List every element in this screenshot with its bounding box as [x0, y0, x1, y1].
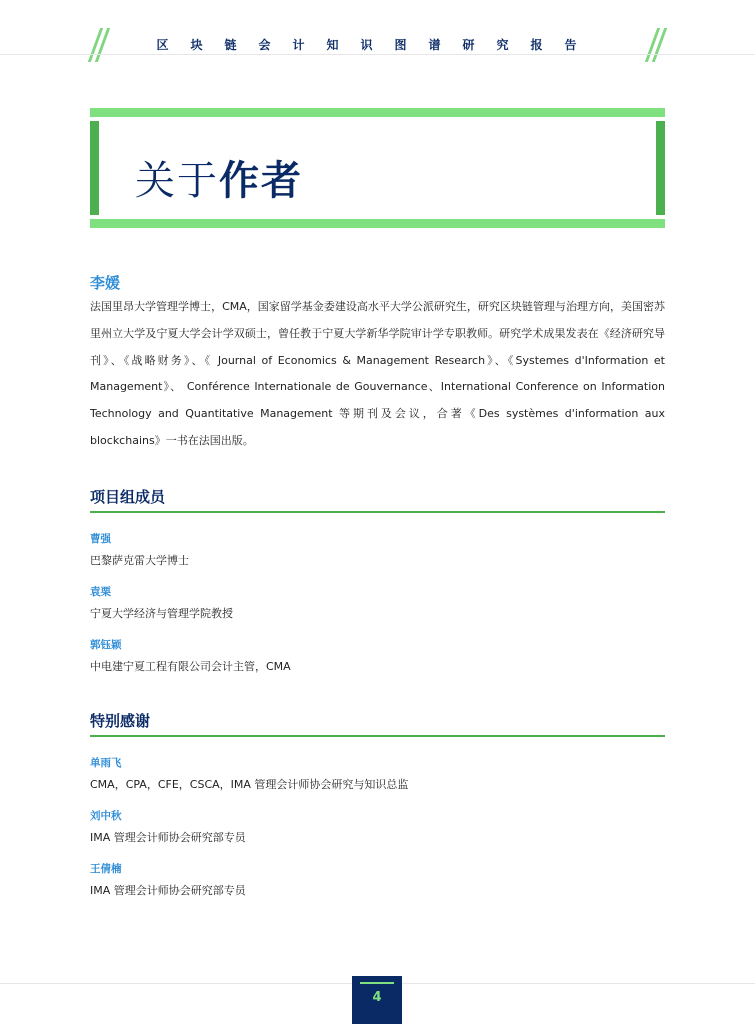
header-slash-right-icon	[645, 28, 667, 60]
section-title-project-members: 项目组成员	[90, 488, 166, 506]
member-desc: 中电建宁夏工程有限公司会计主管，CMA	[90, 660, 291, 673]
thanks-name: 单雨飞	[90, 757, 122, 769]
thanks-desc: IMA 管理会计师协会研究部专员	[90, 831, 246, 844]
page-number: 4	[372, 990, 382, 1005]
thanks-desc: CMA，CPA，CFE，CSCA，IMA 管理会计师协会研究与知识总监	[90, 778, 409, 791]
title-box-right-bar	[656, 121, 665, 215]
page-number-accent	[360, 982, 394, 984]
section-rule	[90, 511, 665, 513]
author-bio: 法国里昂大学管理学博士，CMA，国家留学基金委建设高水平大学公派研究生，研究区块链管理与治理方向，美国密苏里州立大学及宁夏大学会计学双硕士，曾任教于宁夏大学新华学院审计学专职教师。研究学术成果发表在《经济研究导刊》、《战略财务》、《 Journal of Economics & Management Research》、《Systemes d'Information et Management》、 Conférence Internationale de Gouvernance、International Conference on Information Technology and Quantitative Management 等期刊及会议，合著《Des systèmes d'information aux blockchains》一书在法国出版。	[90, 300, 665, 447]
page-number-box	[352, 976, 402, 1024]
member-name: 曹强	[90, 533, 111, 545]
member-name: 袁栗	[90, 586, 111, 598]
page-title-part2: 作者	[219, 158, 303, 204]
header-divider	[0, 54, 755, 55]
member-desc: 宁夏大学经济与管理学院教授	[90, 607, 233, 620]
page-title-part1: 关于	[135, 158, 219, 204]
thanks-name: 王倩楠	[90, 863, 122, 875]
thanks-desc: IMA 管理会计师协会研究部专员	[90, 884, 246, 897]
title-box-left-bar	[90, 121, 99, 215]
title-box	[90, 108, 665, 228]
author-name: 李媛	[90, 274, 121, 292]
member-desc: 巴黎萨克雷大学博士	[90, 554, 189, 567]
member-name: 郭钰颖	[90, 639, 122, 651]
section-rule	[90, 735, 665, 737]
header-title: 区块链会计知识图谱研究报告	[156, 38, 599, 52]
page-title	[135, 149, 303, 206]
thanks-name: 刘中秋	[90, 810, 122, 822]
section-title-special-thanks: 特别感谢	[90, 712, 151, 730]
